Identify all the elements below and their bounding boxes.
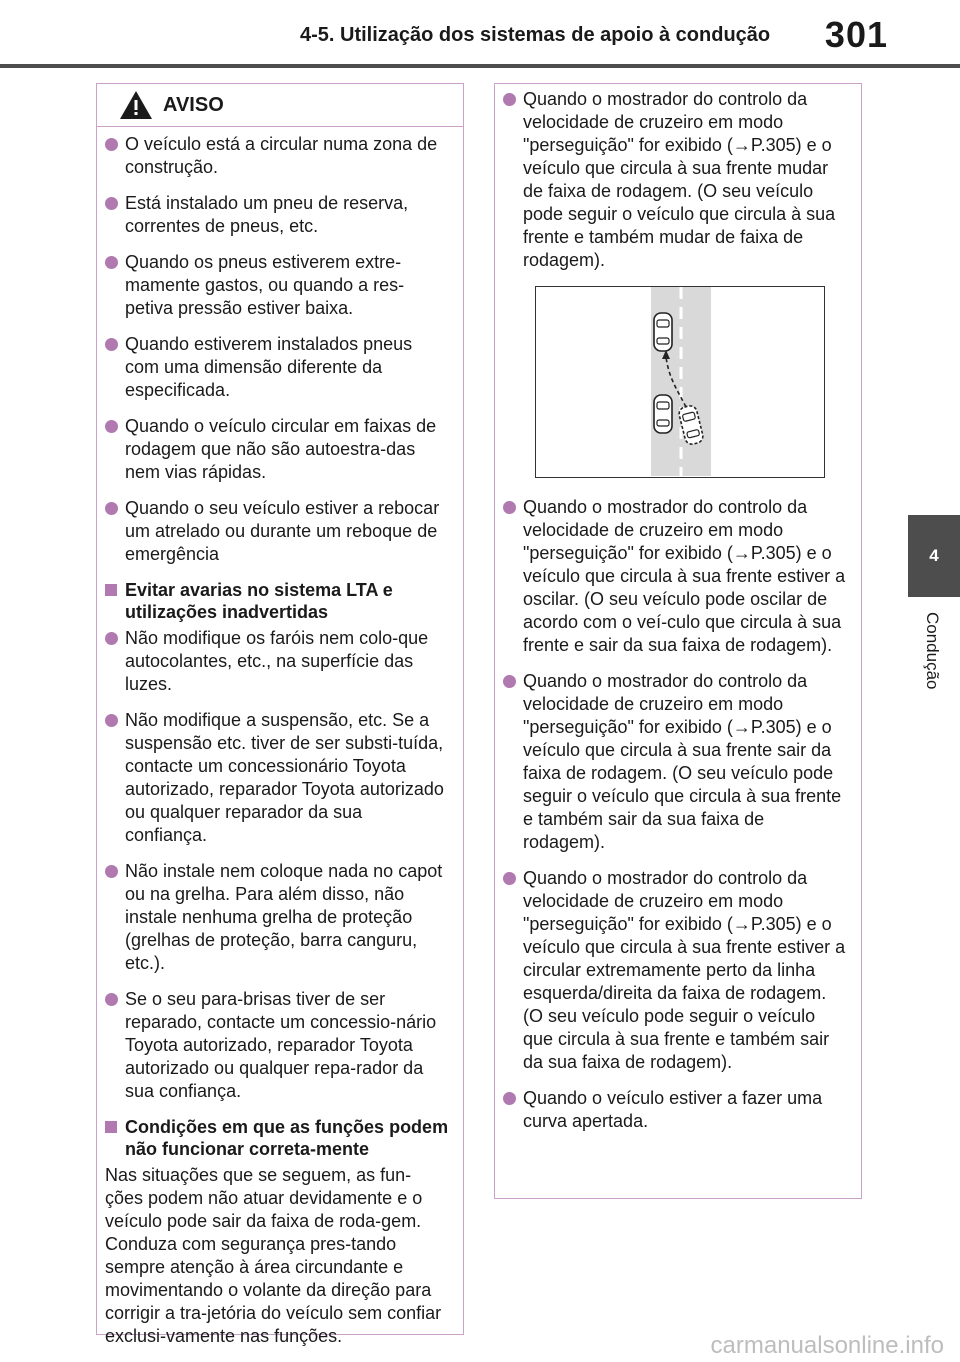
- bullet-icon: [105, 993, 118, 1006]
- bullet-icon: [105, 632, 118, 645]
- square-bullet-icon: [105, 1121, 117, 1133]
- list-item: Quando o mostrador do controlo da velocidade de cruzeiro em modo "perseguição" for exibido (→P.305) e o veículo que circula à sua frente estiver a oscilar. (O seu veículo pode oscilar de acordo com o veí-culo que circula à sua frente e sair da sua faixa de rodagem).: [503, 496, 847, 657]
- aviso-header: [97, 84, 463, 127]
- section-paragraph: Nas situações que se seguem, as fun-ções podem não atuar devidamente e o veículo pode sair da faixa de roda-gem. Conduza com segurança pres-tando sempre atenção à área circundante e movimentando o volante da direção para corrigir a tra-jetória do veículo sem confiar exclusi-vamente nas funções.: [105, 1165, 442, 1346]
- aviso-title: AVISO: [163, 93, 224, 116]
- list-item: Quando o mostrador do controlo da velocidade de cruzeiro em modo "perseguição" for exibido (→P.305) e o veículo que circula à sua frente mudar de faixa de rodagem. (O seu veículo pode seguir o veículo que circula à sua frente e também mudar de faixa de rodagem).: [503, 88, 847, 272]
- bullet-icon: [105, 502, 118, 515]
- list-item: Não instale nem coloque nada no capot ou na grelha. Para além disso, não instale nenhuma grelha de proteção (grelhas de proteção, barra canguru, etc.).: [105, 860, 449, 975]
- bullet-icon: [503, 93, 516, 106]
- bullet-icon: [105, 197, 118, 210]
- list-item: Quando estiverem instalados pneus com uma dimensão diferente da especificada.: [105, 333, 449, 402]
- section-heading: Evitar avarias no sistema LTA e utilizações inadvertidas: [105, 579, 449, 623]
- header-rule: [0, 64, 960, 68]
- list-item: Quando o veículo estiver a fazer uma curva apertada.: [503, 1087, 847, 1133]
- list-item: Quando os pneus estiverem extre-mamente gastos, ou quando a res-petiva pressão estiver baixa.: [105, 251, 449, 320]
- section-heading: Condições em que as funções podem não funcionar correta-mente: [105, 1116, 449, 1160]
- bullet-icon: [105, 256, 118, 269]
- bullet-icon: [105, 420, 118, 433]
- section-title: 4-5. Utilização dos sistemas de apoio à condução: [300, 24, 771, 46]
- list-item: Quando o mostrador do controlo da velocidade de cruzeiro em modo "perseguição" for exibido (→P.305) e o veículo que circula à sua frente sair da faixa de rodagem. (O seu veículo pode seguir o veículo que circula à sua frente e também sair da sua faixa de rodagem).: [503, 670, 847, 854]
- list-item: Não modifique a suspensão, etc. Se a suspensão etc. tiver de ser substi-tuída, contacte um concessionário Toyota autorizado, reparador Toyota autorizado ou qualquer reparador da sua confiança.: [105, 709, 449, 847]
- bullet-icon: [503, 501, 516, 514]
- bullet-icon: [105, 138, 118, 151]
- warning-icon: [119, 90, 153, 120]
- list-item: Quando o seu veículo estiver a rebocar um atrelado ou durante um reboque de emergência: [105, 497, 449, 566]
- leading-car-icon: [654, 313, 672, 351]
- list-item: Não modifique os faróis nem colo-que autocolantes, etc., na superfície das luzes.: [105, 627, 449, 696]
- own-car-icon: [654, 395, 672, 433]
- aviso-continuation-box: [494, 83, 862, 1199]
- bullet-icon: [503, 675, 516, 688]
- aviso-body: [97, 127, 463, 1348]
- page-number: 301: [824, 14, 888, 55]
- lane-change-illustration: [535, 286, 825, 478]
- road-lane-diagram: [536, 287, 823, 476]
- chapter-label: [912, 612, 952, 722]
- list-item: Quando o mostrador do controlo da velocidade de cruzeiro em modo "perseguição" for exibido (→P.305) e o veículo que circula à sua frente estiver a circular extremamente perto da linha esquerda/direita da faixa de rodagem. (O seu veículo pode seguir o veículo que circula à sua frente e também sair da sua faixa de rodagem).: [503, 867, 847, 1074]
- continuation-body: [495, 84, 861, 1133]
- chapter-number: 4: [929, 546, 939, 565]
- list-item: Se o seu para-brisas tiver de ser reparado, contacte um concessio-nário Toyota autorizado, reparador Toyota autorizado ou qualquer repa-rador da sua confiança.: [105, 988, 449, 1103]
- bullet-icon: [503, 1092, 516, 1105]
- aviso-box: [96, 83, 464, 1346]
- bullet-icon: [105, 338, 118, 351]
- list-item: Está instalado um pneu de reserva, correntes de pneus, etc.: [105, 192, 449, 238]
- list-item: O veículo está a circular numa zona de construção.: [105, 133, 449, 179]
- bullet-icon: [105, 865, 118, 878]
- list-item: Quando o veículo circular em faixas de rodagem que não são autoestra-das nem vias rápidas.: [105, 415, 449, 484]
- bullet-icon: [503, 872, 516, 885]
- watermark: carmanualsonline.info: [710, 1332, 944, 1359]
- square-bullet-icon: [105, 584, 117, 596]
- chapter-tab[interactable]: [908, 515, 960, 597]
- bullet-icon: [105, 714, 118, 727]
- chapter-label-text: Condução: [923, 612, 942, 690]
